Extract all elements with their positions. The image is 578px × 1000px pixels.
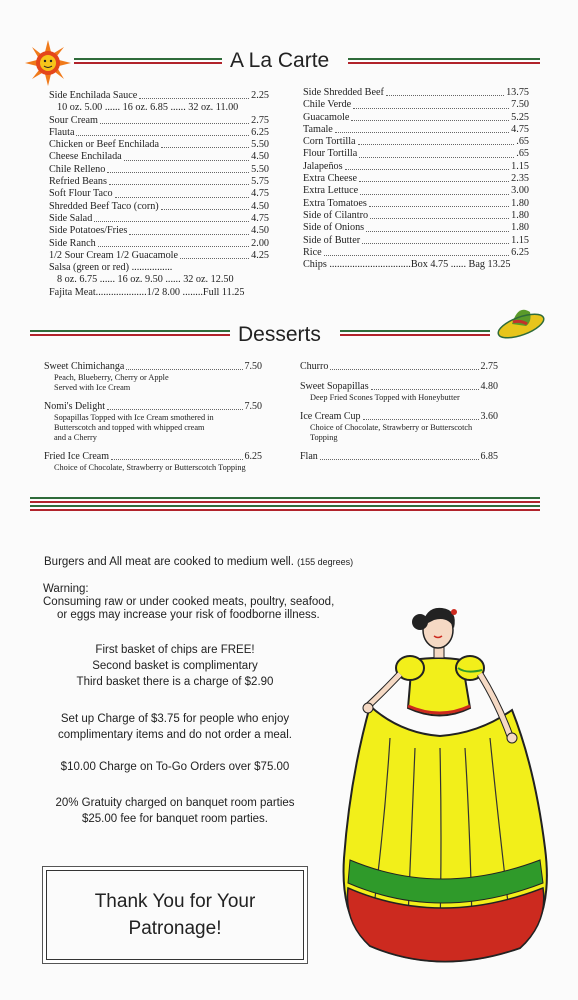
- menu-item-price: 2.35: [511, 173, 529, 185]
- menu-item: [303, 161, 529, 173]
- cook-notice: [44, 556, 353, 568]
- a-la-carte-left-column: [49, 90, 269, 299]
- leader-dots: [129, 225, 249, 234]
- menu-item-price: 1.15: [511, 160, 529, 172]
- menu-item: [303, 235, 529, 247]
- dessert-name: Fried Ice Cream: [44, 451, 109, 462]
- dessert-description: Served with Ice Cream: [54, 383, 131, 392]
- menu-item: [303, 136, 529, 148]
- leader-dots: [115, 188, 250, 197]
- warning-line-2: or eggs may increase your risk of foodborne illness.: [57, 609, 320, 621]
- menu-item-line: Salsa (green or red) ................: [49, 262, 173, 274]
- dessert-item: [300, 451, 498, 463]
- menu-item-price: 5.75: [251, 176, 269, 188]
- setup-line-1: Set up Charge of $3.75 for people who enjoy: [60, 713, 290, 725]
- menu-item-name: 1/2 Sour Cream 1/2 Guacamole: [49, 249, 179, 261]
- menu-item-name: Extra Cheese: [303, 173, 358, 185]
- menu-item-price: 5.50: [251, 163, 269, 175]
- warning-block: [43, 583, 334, 622]
- menu-item-price: 4.75: [251, 188, 269, 200]
- dessert-description: Peach, Blueberry, Cherry or Apple: [54, 373, 169, 382]
- thank-you-box: [46, 870, 304, 960]
- gratuity-line-1: 20% Gratuity charged on banquet room parties: [55, 797, 295, 809]
- leader-dots: [180, 250, 249, 259]
- menu-item-name: Side Shredded Beef: [303, 87, 384, 98]
- menu-item: [49, 238, 269, 250]
- menu-item-name: Rice: [303, 246, 322, 258]
- menu-item-name: Cheese Enchilada: [49, 151, 122, 163]
- leader-dots: [320, 451, 479, 460]
- leader-dots: [124, 151, 249, 160]
- chips-line-1: First basket of chips are FREE!: [95, 644, 255, 656]
- menu-item-name: Jalapeños: [303, 160, 343, 172]
- leader-dots: [161, 139, 249, 148]
- section-divider-stripe-2: [30, 505, 540, 512]
- desserts-left-column: [44, 361, 262, 481]
- dessert-description: Choice of Chocolate, Strawberry or Butterscotch Topping: [310, 423, 473, 442]
- menu-item: [49, 250, 269, 262]
- a-la-carte-title: A La Carte: [230, 49, 330, 72]
- leader-dots: [324, 247, 510, 256]
- menu-item-name: Flour Tortilla: [303, 148, 358, 160]
- dessert-description: and a Cherry: [54, 433, 97, 442]
- dessert-description: Deep Fried Scones Topped with Honeybutter: [310, 393, 460, 402]
- sombrero-icon: [496, 298, 546, 340]
- dessert-price: 6.25: [244, 451, 262, 462]
- menu-item: [303, 112, 529, 124]
- menu-item: [49, 139, 269, 151]
- banquet-policy: [30, 795, 320, 827]
- menu-item: [49, 151, 269, 163]
- chips-line-2: Second basket is complimentary: [92, 660, 258, 672]
- menu-item-price: 4.75: [251, 212, 269, 224]
- warning-line-1: Consuming raw or under cooked meats, poultry, seafood,: [43, 596, 335, 608]
- menu-item-price: 5.50: [251, 139, 269, 151]
- dessert-description: Choice of Chocolate, Strawberry or Butterscotch Topping: [54, 463, 246, 472]
- menu-item-line: Chips ................................Box 4.75 ...... Bag 13.25: [303, 259, 511, 271]
- leader-dots: [353, 99, 509, 108]
- menu-item-name: Side of Cilantro: [303, 209, 369, 221]
- menu-item: [303, 99, 529, 111]
- dessert-description: Butterscotch and topped with whipped cream: [54, 423, 205, 432]
- menu-item-price: 1.80: [511, 197, 529, 209]
- menu-item-name: Extra Tomatoes: [303, 197, 367, 209]
- menu-item: [303, 173, 529, 185]
- leader-dots: [362, 235, 509, 244]
- menu-item: [49, 176, 269, 188]
- menu-item-price: 3.00: [511, 185, 529, 197]
- menu-item: [49, 225, 269, 237]
- menu-item-price: .65: [516, 148, 529, 160]
- thank-you-line-1: Thank You for Your: [94, 891, 256, 912]
- leader-dots: [161, 201, 249, 210]
- leader-dots: [345, 161, 510, 170]
- menu-item-price: 4.25: [251, 249, 269, 261]
- dessert-price: 6.85: [480, 451, 498, 462]
- cook-line: Burgers and All meat are cooked to medium well.: [44, 556, 294, 568]
- section-divider-stripe: [30, 497, 540, 504]
- desserts-right-column: [300, 361, 498, 471]
- menu-item-price: 4.50: [251, 151, 269, 163]
- menu-item-price: 1.80: [511, 209, 529, 221]
- a-la-carte-right-column: [303, 87, 529, 271]
- desserts-title: Desserts: [238, 323, 321, 346]
- menu-item-name: Side Ranch: [49, 237, 96, 249]
- leader-dots: [335, 124, 509, 133]
- menu-item-name: Chicken or Beef Enchilada: [49, 139, 160, 151]
- menu-item-price: 2.25: [251, 90, 269, 101]
- leader-dots: [107, 164, 249, 173]
- leader-dots: [369, 198, 509, 207]
- size-price-line: 8 oz. 6.75 ...... 16 oz. 9.50 ...... 32 oz. 12.50: [57, 274, 234, 286]
- leader-dots: [126, 361, 242, 370]
- menu-item-price: 4.50: [251, 225, 269, 237]
- menu-item-name: Refried Beans: [49, 176, 107, 188]
- leader-dots: [111, 451, 243, 460]
- menu-item-price: 6.25: [251, 126, 269, 138]
- dessert-description: Sopapillas Topped with Ice Cream smothered in: [54, 413, 214, 422]
- menu-item: [303, 210, 529, 222]
- menu-item-price: 1.80: [511, 222, 529, 234]
- dessert-name: Sweet Sopapillas: [300, 381, 369, 392]
- menu-item-name: Side of Onions: [303, 222, 365, 234]
- menu-item: [303, 222, 529, 234]
- dessert-name: Ice Cream Cup: [300, 411, 361, 422]
- header-stripe-right: [348, 58, 540, 65]
- leader-dots: [139, 90, 249, 99]
- menu-item-name: Side Enchilada Sauce: [49, 90, 138, 101]
- cook-temp: (155 degrees): [297, 557, 354, 567]
- menu-item-price: 6.25: [511, 246, 529, 258]
- leader-dots: [370, 210, 509, 219]
- menu-item: [49, 213, 269, 225]
- desserts-stripe-left: [30, 330, 230, 337]
- menu-item: [303, 124, 529, 136]
- menu-item-name: Sour Cream: [49, 114, 98, 126]
- menu-item-name: Side of Butter: [303, 234, 361, 246]
- chips-line-3: Third basket there is a charge of $2.90: [76, 676, 274, 688]
- gratuity-line-2: $25.00 fee for banquet room parties.: [81, 813, 269, 825]
- togo-charge: $10.00 Charge on To-Go Orders over $75.00: [60, 761, 290, 773]
- menu-item-price: .65: [516, 136, 529, 148]
- sun-icon: [25, 40, 71, 86]
- dessert-item: [300, 411, 498, 443]
- header-stripe-left: [74, 58, 222, 65]
- dessert-price: 4.80: [480, 381, 498, 392]
- menu-item-line: Fajita Meat....................1/2 8.00 ........Full 11.25: [49, 286, 245, 298]
- menu-item-price: 13.75: [506, 87, 529, 98]
- leader-dots: [351, 112, 509, 121]
- menu-item-name: Tamale: [303, 123, 333, 135]
- menu-item-name: Corn Tortilla: [303, 136, 356, 148]
- leader-dots: [109, 176, 249, 185]
- dessert-price: 3.60: [480, 411, 498, 422]
- chips-policy: [40, 642, 310, 690]
- menu-item: [49, 127, 269, 139]
- menu-item-name: Shredded Beef Taco (corn): [49, 200, 159, 212]
- menu-item: [303, 247, 529, 259]
- menu-item-price: 2.75: [251, 114, 269, 126]
- menu-item-name: Guacamole: [303, 111, 350, 123]
- menu-item: [49, 188, 269, 200]
- desserts-stripe-right: [340, 330, 490, 337]
- dessert-item: [44, 401, 262, 443]
- leader-dots: [360, 185, 509, 194]
- dessert-item: [44, 451, 262, 473]
- menu-item: [49, 164, 269, 176]
- size-price-line: 10 oz. 5.00 ...... 16 oz. 6.85 ...... 32 oz. 11.00: [57, 102, 239, 114]
- dessert-price: 7.50: [244, 361, 262, 372]
- menu-item: [49, 90, 269, 102]
- menu-item-name: Chile Relleno: [49, 163, 106, 175]
- menu-item: [303, 185, 529, 197]
- menu-item: [303, 198, 529, 210]
- menu-item-price: 4.75: [511, 123, 529, 135]
- leader-dots: [359, 148, 514, 157]
- menu-item-price: 4.50: [251, 200, 269, 212]
- leader-dots: [386, 87, 504, 96]
- menu-item: [303, 87, 529, 99]
- dessert-price: 7.50: [244, 401, 262, 412]
- menu-item-name: Side Potatoes/Fries: [49, 225, 128, 237]
- menu-item-price: 1.15: [511, 234, 529, 246]
- dessert-name: Flan: [300, 451, 318, 462]
- folklorico-dancer-illustration: [330, 598, 558, 976]
- setup-charge: [36, 711, 314, 743]
- leader-dots: [330, 361, 478, 370]
- leader-dots: [76, 127, 249, 136]
- leader-dots: [358, 136, 515, 145]
- leader-dots: [359, 173, 509, 182]
- leader-dots: [98, 238, 249, 247]
- warning-label: Warning:: [43, 583, 89, 595]
- dessert-item: [300, 381, 498, 403]
- leader-dots: [363, 411, 479, 420]
- menu-item-name: Soft Flour Taco: [49, 188, 113, 200]
- dessert-name: Sweet Chimichanga: [44, 361, 125, 372]
- leader-dots: [107, 401, 243, 410]
- leader-dots: [100, 115, 249, 124]
- menu-item-name: Chile Verde: [303, 99, 352, 111]
- menu-item-name: Extra Lettuce: [303, 185, 359, 197]
- dessert-name: Nomi's Delight: [44, 401, 105, 412]
- menu-item-price: 7.50: [511, 99, 529, 111]
- menu-item-name: Side Salad: [49, 212, 93, 224]
- thank-you-line-2: Patronage!: [128, 918, 222, 939]
- menu-item-price: 2.00: [251, 237, 269, 249]
- menu-item: [49, 201, 269, 213]
- menu-item: [303, 148, 529, 160]
- dessert-price: 2.75: [480, 361, 498, 372]
- dessert-name: Churro: [300, 361, 329, 372]
- setup-line-2: complimentary items and do not order a meal.: [58, 729, 292, 741]
- leader-dots: [366, 222, 509, 231]
- menu-item: [49, 115, 269, 127]
- dessert-item: [44, 361, 262, 393]
- leader-dots: [94, 213, 249, 222]
- menu-item-price: 5.25: [511, 111, 529, 123]
- leader-dots: [371, 381, 479, 390]
- menu-item-name: Flauta: [49, 126, 75, 138]
- dessert-item: [300, 361, 498, 373]
